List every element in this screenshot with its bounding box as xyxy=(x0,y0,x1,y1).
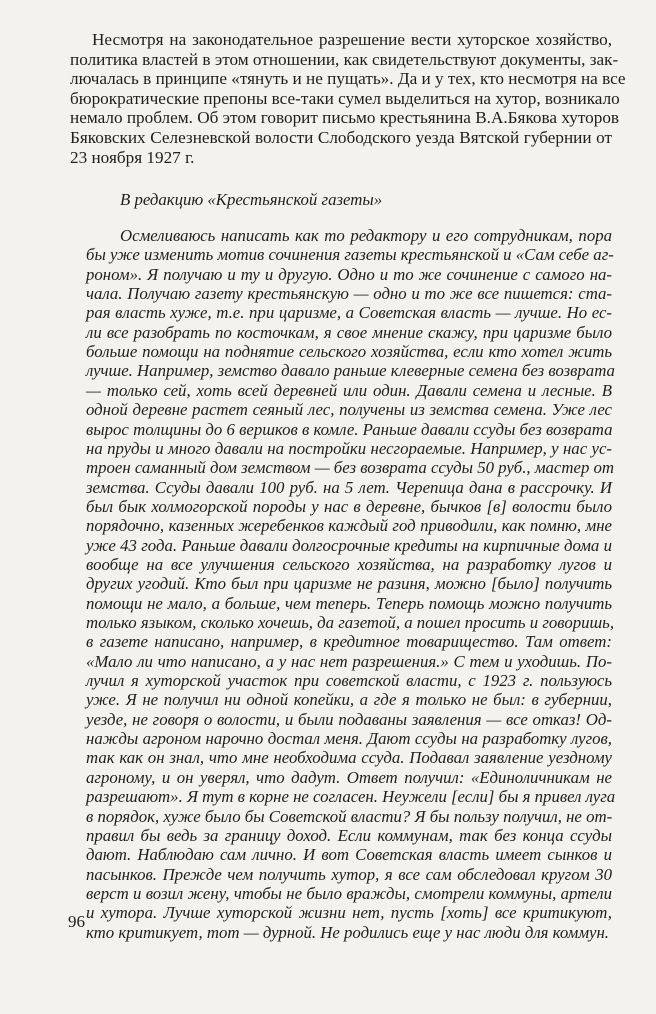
text-line: на пруды и много давали на постройки несгораемые. Например, у нас ус- xyxy=(86,438,612,458)
text-line: в порядок, хуже было бы Советской власти? Я бы пользу получил, не от- xyxy=(86,806,613,826)
text-line: кто критикует, тот — дурной. Не родились еще у нас люди для коммун. xyxy=(86,922,609,942)
text-line: дают. Наблюдаю сам лично. И вот Советская власть имеет сынков и xyxy=(86,845,612,865)
text-line: немало проблем. Об этом говорит письмо крестьянина В.А.Бякова хуторов xyxy=(70,108,620,128)
text-line: — только сей, хоть всей деревней или один. Давали семена и лесные. В xyxy=(86,380,612,400)
text-line: политика властей в этом отношении, как свидетельствуют документы, зак- xyxy=(70,49,619,69)
text-line: уезде, не говоря о волости, и были подаваны заявления — все отказ! Од- xyxy=(86,709,612,729)
text-line: порядочно, казенных жеребенков каждый год приводили, как помню, мне xyxy=(86,516,612,536)
text-line: бы уже изменить мотив сочинения газеты крестьянской и «Сам себе аг- xyxy=(86,245,614,265)
text-line: только языком, сколько хочешь, да газетой, а пошел просить и говоришь, xyxy=(86,613,615,632)
text-line: вообще на все улучшения сельского хозяйства, на разработку лугов и xyxy=(86,554,612,574)
text-line: лючалась в принципе «тянуть и не пущать». Да и у тех, кто несмотря на все xyxy=(70,69,626,89)
text-line: Осмеливаюсь написать как то редактору и его сотрудникам, пора xyxy=(120,226,612,245)
text-line: чала. Получаю газету крестьянскую — одно и то же все пишется: ста- xyxy=(86,284,612,304)
text-line: «Мало ли что написано, а у нас нет разрешения.» С тем и уходишь. По- xyxy=(86,651,612,671)
text-line: рая власть хуже, т.е. при царизме, а Советская власть — лучше. Но ес- xyxy=(86,303,612,323)
text-line: земства. Ссуды давали 100 руб. на 5 лет. Черепица дана в рассрочку. И xyxy=(86,477,612,497)
text-line: верст и возил жену, чтобы не было вражды, смотрели коммуны, артели xyxy=(86,883,612,903)
letter-heading: В редакцию «Крестьянской газеты» xyxy=(120,190,383,209)
text-line: агроному, и он уверял, что дадут. Ответ получил: «Единоличникам не xyxy=(86,767,612,787)
text-line: был бык холмогорской породы у нас в деревне, бычков [в] волости было xyxy=(86,496,612,516)
text-line: ли все разобрать по косточкам, я свое мнение скажу, при царизме было xyxy=(86,322,612,342)
text-line: пасынков. Прежде чем получить хутор, я все сам обследовал кругом 30 xyxy=(86,864,612,884)
text-line: лучил я хуторской участок при советской власти, с 1923 г. пользуюсь xyxy=(86,671,612,691)
text-line: уже 43 года. Раньше давали долгосрочные кредиты на кирпичные дома и xyxy=(86,535,612,555)
text-line: больше помощи на поднятие сельского хозяйства, если кто хотел жить xyxy=(86,342,612,362)
text-line: уже. Я не получил ни одной копейки, а где я только не был: в губернии, xyxy=(86,690,612,710)
text-line: 23 ноября 1927 г. xyxy=(70,147,195,167)
text-line: нажды агроном нарочно достал меня. Дают ссуды на разработку лугов, xyxy=(86,729,612,749)
text-line: Несмотря на законодательное разрешение вести хуторское хозяйство, xyxy=(92,30,612,49)
text-line: роном». Я получаю и ту и другую. Одно и то же сочинение с самого на- xyxy=(86,264,612,284)
text-line: троен саманный дом земством — без возврата ссуды 50 руб., мастер от xyxy=(86,458,615,478)
text-line: лучше. Например, земство давало раньше клеверные семена без возврата xyxy=(86,361,615,381)
page-number: 96 xyxy=(68,912,85,931)
text-line: вырос толщины до 6 вершков в комле. Раньше давали ссуды без возврата xyxy=(86,419,613,439)
text-line: одной деревне растет сеяный лес, получены из земства семена. Уже лес xyxy=(86,400,612,420)
text-line: бюрократические препоны все-таки сумел выделиться на хутор, возникало xyxy=(70,88,620,108)
text-line: и хутора. Лучше хуторской жизни нет, пусть [хоть] все критикуют, xyxy=(86,903,612,923)
text-line: в газете написано, например, в кредитное товарищество. Там ответ: xyxy=(86,632,612,652)
text-line: других угодий. Кто был при царизме не разиня, можно [было] получить xyxy=(86,574,612,594)
text-line: разрешают». Я тут в корне не согласен. Неужели [если] бы я привел луга xyxy=(86,787,616,807)
text-line: так как он знал, что мне необходима ссуда. Подавал заявление уездному xyxy=(86,748,612,768)
text-line: помощи не мало, а больше, чем теперь. Теперь помощь можно получить xyxy=(86,593,612,613)
text-line: Бяковских Селезневской волости Слободского уезда Вятской губернии от xyxy=(70,128,612,147)
text-line: правил бы ведь за границу доход. Если коммунам, так без конца ссуды xyxy=(86,825,612,845)
